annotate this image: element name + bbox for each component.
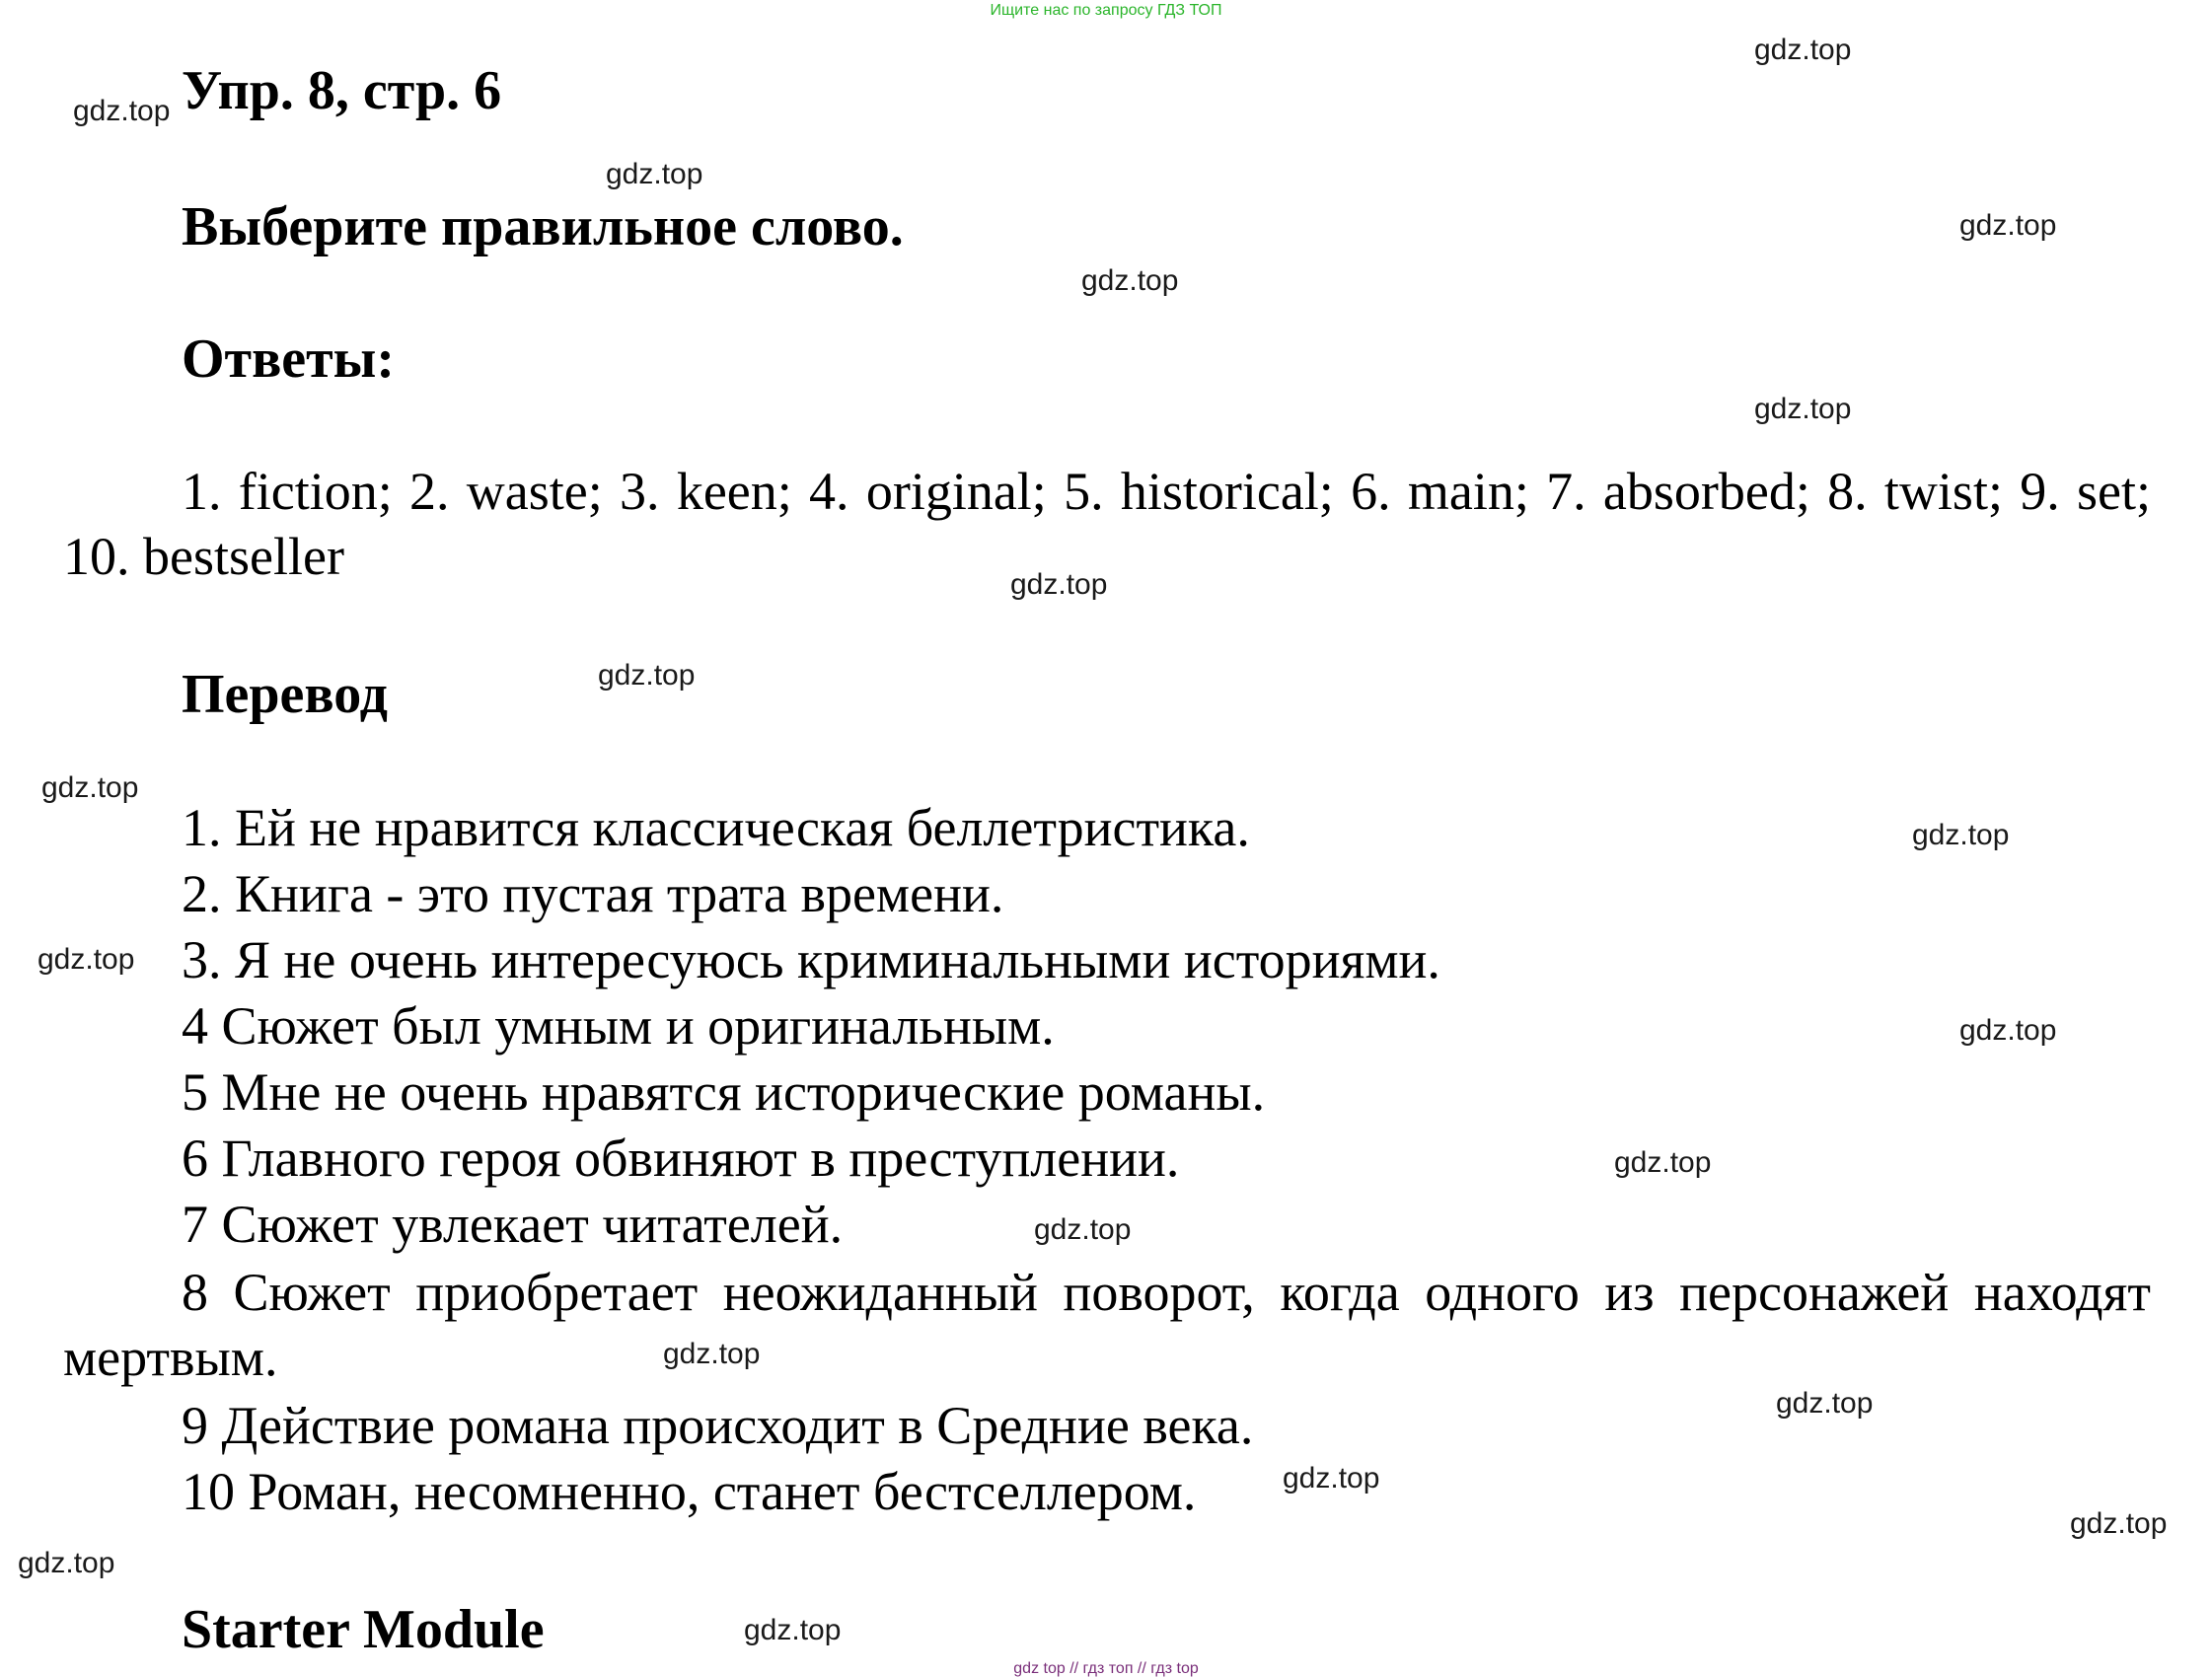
answers-heading: Ответы: bbox=[182, 328, 396, 390]
exercise-title: Упр. 8, стр. 6 bbox=[182, 60, 502, 121]
answers-text: 1. fiction; 2. waste; 3. keen; 4. original; 5. historical; 6. main; 7. absorbed; 8. twist; 9. set; 10. bestseller bbox=[63, 462, 2151, 586]
watermark: gdz.top bbox=[1959, 1014, 2057, 1047]
watermark: gdz.top bbox=[37, 943, 135, 976]
translation-heading: Перевод bbox=[182, 664, 388, 725]
watermark: gdz.top bbox=[73, 95, 171, 127]
translation-line: 10 Роман, несомненно, станет бестселлером. bbox=[182, 1462, 1197, 1521]
watermark: gdz.top bbox=[18, 1547, 115, 1579]
search-banner: Ищите нас по запросу ГДЗ ТОП bbox=[990, 2, 1222, 19]
watermark: gdz.top bbox=[744, 1614, 842, 1646]
watermark: gdz.top bbox=[1754, 393, 1852, 425]
watermark: gdz.top bbox=[1959, 209, 2057, 242]
translation-line: 1. Ей не нравится классическая беллетристика. bbox=[182, 798, 1250, 857]
watermark: gdz.top bbox=[41, 771, 139, 804]
watermark: gdz.top bbox=[1081, 264, 1179, 297]
translation-line: 8 Сюжет приобретает неожиданный поворот, когда одного из персонажей находят мертвым. bbox=[63, 1263, 2151, 1387]
watermark: gdz.top bbox=[2070, 1507, 2168, 1540]
translation-line: 6 Главного героя обвиняют в преступлении. bbox=[182, 1129, 1180, 1188]
module-heading: Starter Module bbox=[182, 1599, 545, 1660]
translation-line: 9 Действие романа происходит в Средние века. bbox=[182, 1396, 1254, 1455]
watermark: gdz.top bbox=[1776, 1387, 1874, 1420]
translation-line: 5 Мне не очень нравятся исторические романы. bbox=[182, 1062, 1266, 1122]
watermark: gdz.top bbox=[598, 659, 696, 692]
watermark: gdz.top bbox=[1912, 819, 2010, 851]
footer-link[interactable]: gdz top // гдз топ // гдз top bbox=[1013, 1660, 1199, 1677]
watermark: gdz.top bbox=[606, 158, 703, 190]
watermark: gdz.top bbox=[1754, 34, 1852, 66]
watermark: gdz.top bbox=[1034, 1213, 1132, 1246]
translation-line: 7 Сюжет увлекает читателей. bbox=[182, 1195, 844, 1254]
translation-line: 2. Книга - это пустая трата времени. bbox=[182, 864, 1004, 923]
watermark: gdz.top bbox=[1010, 568, 1108, 601]
watermark: gdz.top bbox=[663, 1338, 761, 1370]
watermark: gdz.top bbox=[1283, 1462, 1380, 1495]
translation-line: 3. Я не очень интересуюсь криминальными историями. bbox=[182, 930, 1440, 989]
watermark: gdz.top bbox=[1614, 1146, 1712, 1179]
translation-line: 4 Сюжет был умным и оригинальным. bbox=[182, 996, 1055, 1056]
task-instruction: Выберите правильное слово. bbox=[182, 196, 904, 257]
